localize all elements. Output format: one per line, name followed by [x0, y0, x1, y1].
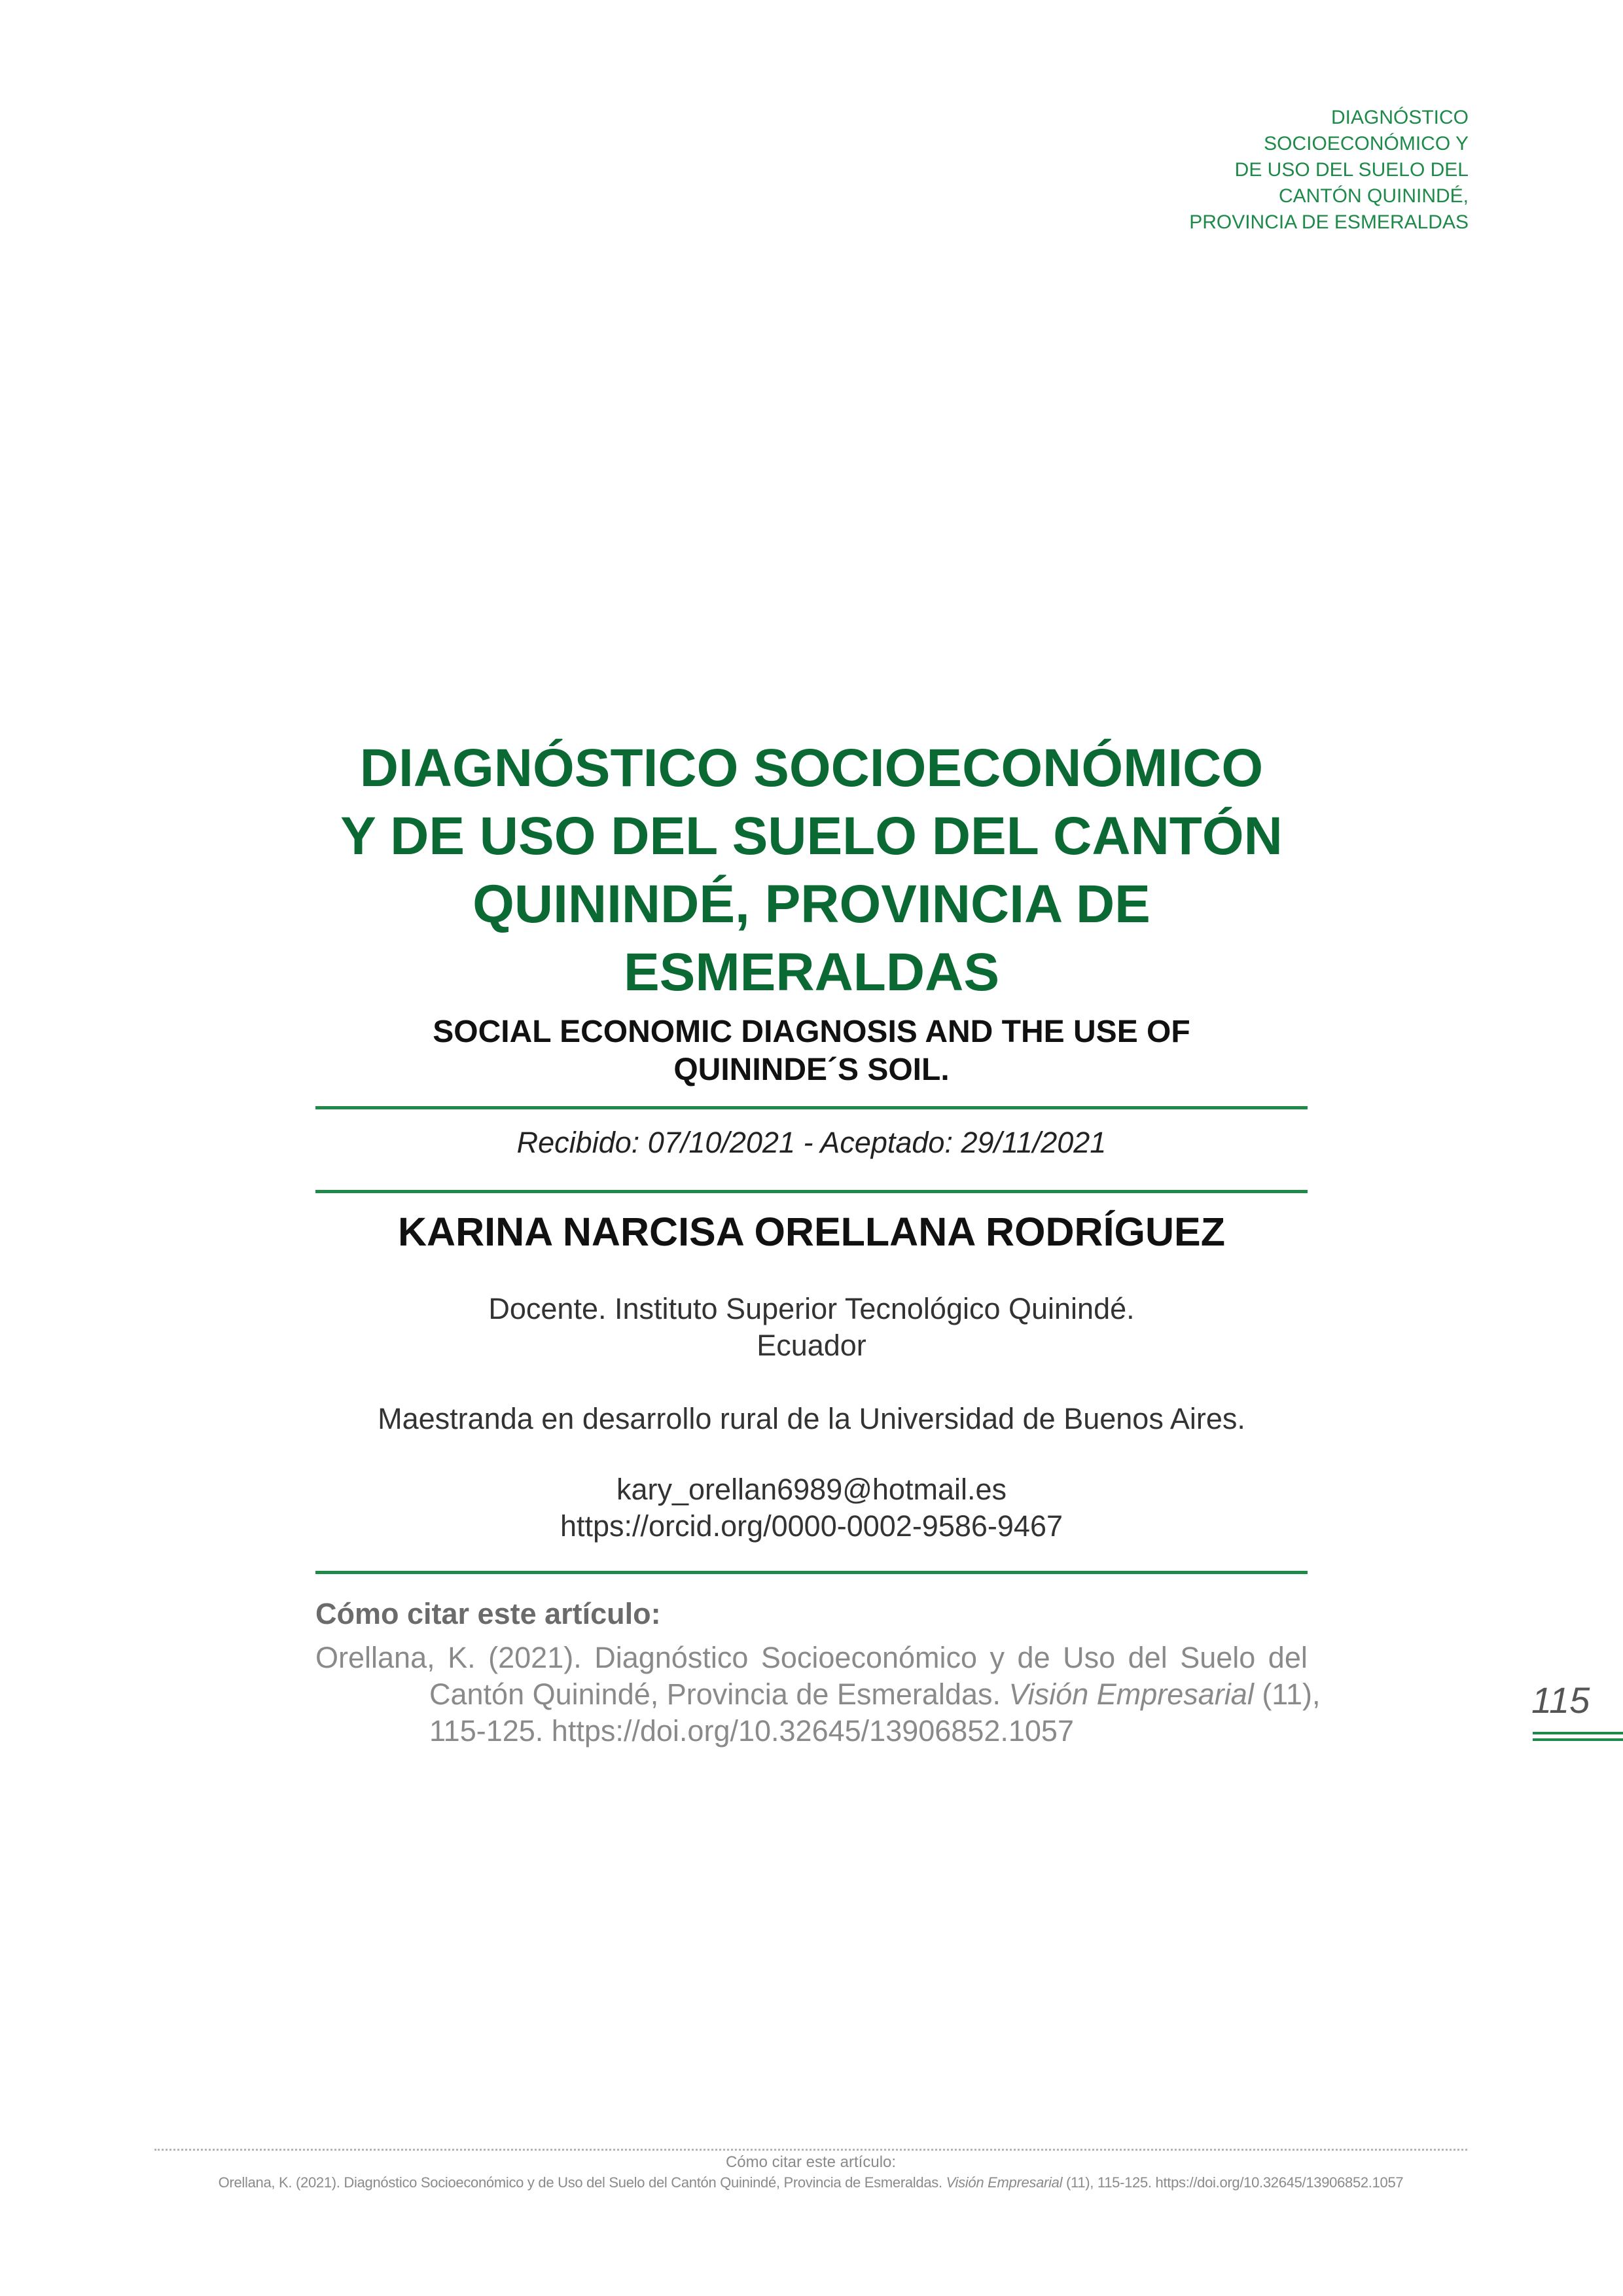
- footer-dotted-rule: [154, 2149, 1467, 2151]
- author-email-link[interactable]: kary_orellan6989@hotmail.es: [616, 1473, 1007, 1506]
- affiliation-line: Docente. Instituto Superior Tecnológico Quinindé.: [488, 1292, 1135, 1325]
- running-header-line: DIAGNÓSTICO: [1330, 107, 1469, 128]
- citation-word: del: [1128, 1641, 1168, 1674]
- article-subtitle: [314, 1013, 1309, 1089]
- citation-segment: Cantón Quinindé, Provincia de Esmeraldas.: [429, 1677, 1009, 1711]
- article-subtitle-line: SOCIAL ECONOMIC DIAGNOSIS AND THE USE OF: [433, 1014, 1190, 1049]
- received-accepted-dates: Recibido: 07/10/2021 - Aceptado: 29/11/2021: [516, 1126, 1107, 1159]
- article-title-line: ESMERALDAS: [623, 942, 1000, 1002]
- article-title-line: Y DE USO DEL SUELO DEL CANTÓN: [340, 806, 1283, 866]
- page-number-rule: [1533, 1738, 1623, 1741]
- footer-citation-label: Cómo citar este artículo:: [725, 2153, 897, 2171]
- running-header-line: SOCIOECONÓMICO Y: [1264, 133, 1469, 154]
- citation-word: de: [1017, 1641, 1050, 1674]
- citation-segment: (11),: [1253, 1677, 1321, 1711]
- citation-text: [315, 1640, 1321, 1749]
- citation-word: K.: [448, 1641, 476, 1674]
- citation-line: [315, 1640, 1308, 1676]
- citation-word: Diagnóstico: [594, 1641, 749, 1674]
- journal-name: Visión Empresarial: [1008, 1677, 1254, 1711]
- author-name: KARINA NARCISA ORELLANA RODRÍGUEZ: [397, 1210, 1226, 1254]
- affiliation-country: Ecuador: [757, 1329, 866, 1362]
- footer-citation-segment: (11), 115-125. https://doi.org/10.32645/13906852.1057: [1062, 2174, 1404, 2191]
- footer-citation: [154, 2174, 1467, 2191]
- page-number-rule: [1533, 1732, 1623, 1734]
- author-orcid-link[interactable]: https://orcid.org/0000-0002-9586-9467: [560, 1509, 1063, 1543]
- running-header-line: DE USO DEL SUELO DEL: [1234, 159, 1469, 181]
- author-contact: [315, 1471, 1308, 1545]
- divider-rule: [315, 1571, 1308, 1574]
- author-degree: [315, 1401, 1308, 1437]
- degree-line: Maestranda en desarrollo rural de la Universidad de Buenos Aires.: [378, 1402, 1245, 1435]
- citation-line: [315, 1676, 1321, 1713]
- page-number: 115: [1531, 1679, 1590, 1721]
- article-title: [301, 734, 1322, 1007]
- running-header-line: CANTÓN QUININDÉ,: [1278, 185, 1469, 207]
- citation-word: del: [1268, 1641, 1308, 1674]
- citation-word: y: [990, 1641, 1005, 1674]
- citation-word: Uso: [1063, 1641, 1116, 1674]
- citation-word: (2021).: [488, 1641, 582, 1674]
- author-affiliation: [315, 1291, 1308, 1364]
- citation-doi-line: 115-125. https://doi.org/10.32645/13906852.1057: [429, 1714, 1074, 1748]
- running-header: [1076, 105, 1469, 236]
- citation-word: Socioeconómico: [760, 1641, 978, 1674]
- article-title-line: QUININDÉ, PROVINCIA DE: [473, 874, 1150, 934]
- article-subtitle-line: QUININDE´S SOIL.: [673, 1052, 950, 1087]
- citation-word: Suelo: [1180, 1641, 1256, 1674]
- running-header-line: PROVINCIA DE ESMERALDAS: [1189, 211, 1469, 233]
- footer-journal-name: Visión Empresarial: [946, 2174, 1063, 2191]
- divider-rule: [315, 1106, 1308, 1109]
- article-title-line: DIAGNÓSTICO SOCIOECONÓMICO: [359, 738, 1264, 798]
- footer-citation-segment: Orellana, K. (2021). Diagnóstico Socioeconómico y de Uso del Suelo del Cantón Quinindé, Provincia de Esmeraldas.: [218, 2174, 946, 2191]
- divider-rule: [315, 1190, 1308, 1193]
- citation-heading: Cómo citar este artículo:: [315, 1597, 661, 1630]
- citation-word: Orellana,: [315, 1641, 435, 1674]
